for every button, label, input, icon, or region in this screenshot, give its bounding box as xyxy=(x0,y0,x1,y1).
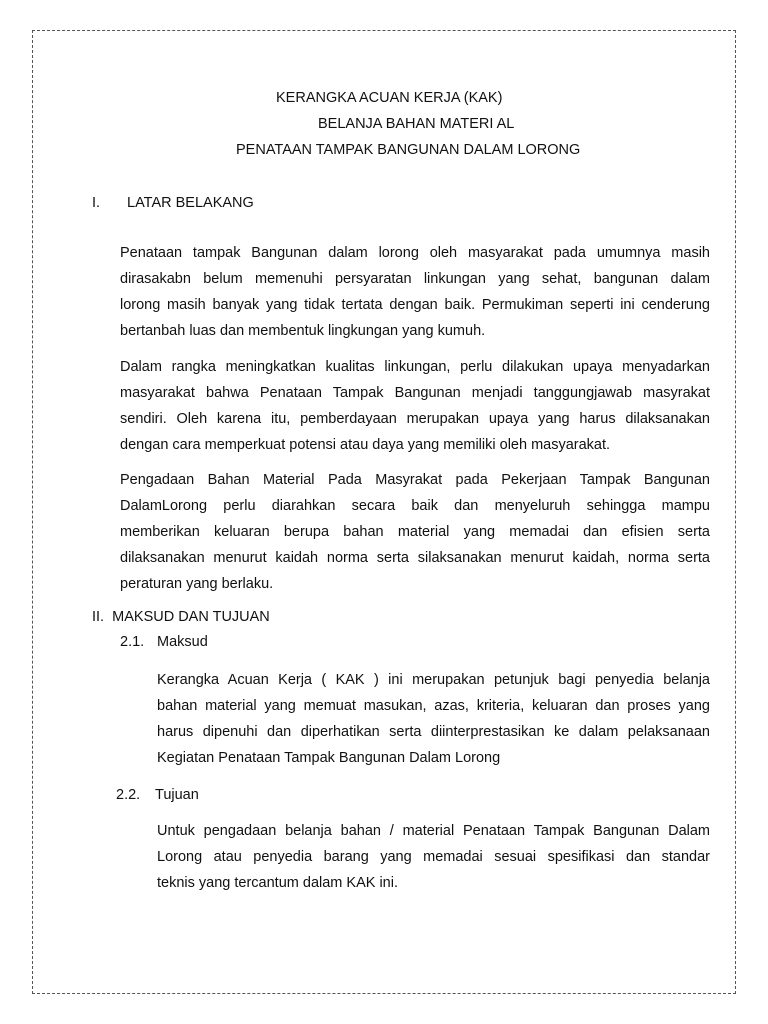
subsection-2-2-number: 2.2. xyxy=(116,787,141,803)
latar-belakang-paragraph-3 xyxy=(120,467,710,597)
paragraph-line: Dalam rangka meningkatkan kualitas linkungan, perlu dilakukan upaya menyadarkan xyxy=(120,359,710,375)
paragraph-line: Pengadaan Bahan Material Pada Masyrakat pada Pekerjaan Tampak Bangunan xyxy=(120,472,710,488)
tujuan-paragraph xyxy=(157,818,710,896)
section-1-number: I. xyxy=(92,195,101,211)
maksud-paragraph xyxy=(157,667,710,771)
title-line-1: KERANGKA ACUAN KERJA (KAK) xyxy=(276,90,503,106)
subsection-2-1-heading: Maksud xyxy=(157,634,208,650)
paragraph-line: dengan cara memperkuat potensi atau daya yang memiliki oleh masyarakat. xyxy=(120,437,611,453)
paragraph-line: lorong masih banyak yang tidak tertata dengan baik. Permukiman seperti ini cenderung xyxy=(120,297,710,313)
paragraph-line: bertanbah luas dan membentuk lingkungan yang kumuh. xyxy=(120,323,486,339)
latar-belakang-paragraph-2 xyxy=(120,354,710,458)
paragraph-line: DalamLorong perlu diarahkan secara baik dan menyeluruh sehingga mampu xyxy=(120,498,710,514)
latar-belakang-paragraph-1 xyxy=(120,240,710,344)
paragraph-line: peraturan yang berlaku. xyxy=(120,576,274,592)
paragraph-line: bahan material yang memuat masukan, azas, kriteria, keluaran dan proses yang xyxy=(157,698,710,714)
paragraph-line: Untuk pengadaan belanja bahan / material Penataan Tampak Bangunan Dalam xyxy=(157,823,710,839)
title-line-3: PENATAAN TAMPAK BANGUNAN DALAM LORONG xyxy=(236,142,581,158)
paragraph-line: Kegiatan Penataan Tampak Bangunan Dalam Lorong xyxy=(157,750,501,766)
section-2-heading: II. MAKSUD DAN TUJUAN xyxy=(92,609,270,625)
paragraph-line: Kerangka Acuan Kerja ( KAK ) ini merupakan petunjuk bagi penyedia belanja xyxy=(157,672,710,688)
paragraph-line: Lorong atau penyedia barang yang memadai sesuai spesifikasi dan standar xyxy=(157,849,710,865)
paragraph-line: sendiri. Oleh karena itu, pemberdayaan merupakan upaya yang harus dilaksanakan xyxy=(120,411,710,427)
section-1-heading: LATAR BELAKANG xyxy=(127,195,254,211)
paragraph-line: memberikan keluaran berupa bahan material yang memadai dan efisien serta xyxy=(120,524,710,540)
paragraph-line: masyarakat bahwa Penataan Tampak Bangunan menjadi tanggungjawab masyrakat xyxy=(120,385,710,401)
paragraph-line: dirasakabn belum memenuhi persyaratan linkungan yang sehat, bangunan dalam xyxy=(120,271,710,287)
subsection-2-2-heading: Tujuan xyxy=(155,787,199,803)
title-line-2: BELANJA BAHAN MATERI AL xyxy=(318,116,515,132)
paragraph-line: dilaksanakan menurut kaidah norma serta silaksanakan menurut kaidah, norma serta xyxy=(120,550,710,566)
paragraph-line: harus dipenuhi dan diperhatikan serta diinterprestasikan ke dalam pelaksanaan xyxy=(157,724,710,740)
paragraph-line: teknis yang tercantum dalam KAK ini. xyxy=(157,875,398,891)
subsection-2-1-number: 2.1. xyxy=(120,634,145,650)
paragraph-line: Penataan tampak Bangunan dalam lorong oleh masyarakat pada umumnya masih xyxy=(120,245,710,261)
